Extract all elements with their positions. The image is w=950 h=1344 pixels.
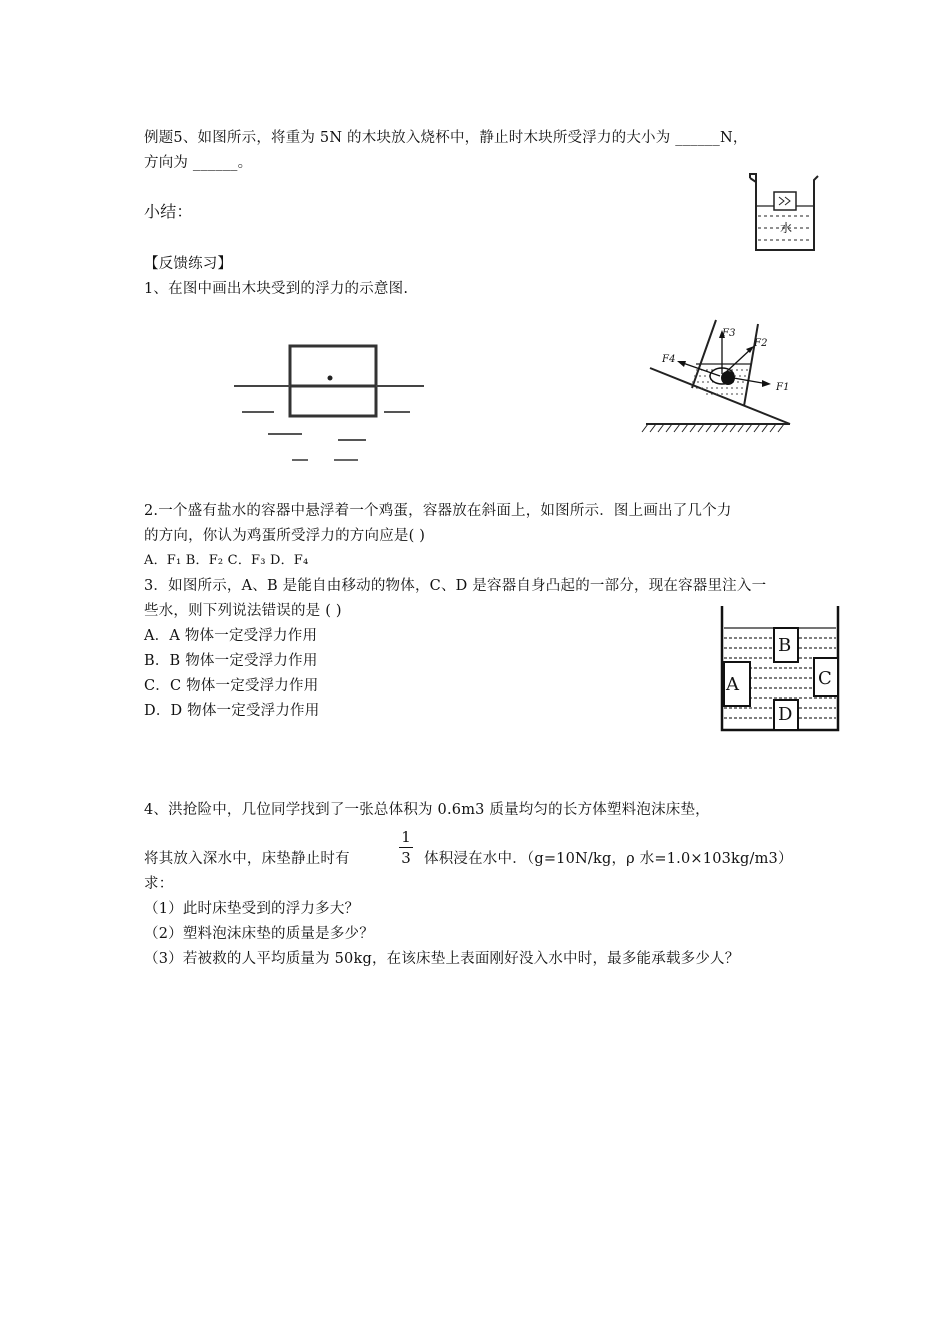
question2-options: A．F₁ B．F₂ C．F₃ D．F₄ [144,553,309,568]
question1-text: 1、在图中画出木块受到的浮力的示意图. [144,281,409,297]
question3-option-a: A．A 物体一定受浮力作用 [144,628,318,644]
beaker-figure [748,172,820,254]
incline-egg-figure [640,318,800,436]
container-label-b: B [778,635,792,656]
fraction-numerator: 1 [401,828,411,846]
fraction-denominator: 3 [401,849,411,867]
one-third-fraction [399,828,413,867]
summary-label: 小结： [144,202,193,221]
container-label-d: D [778,704,793,725]
question2-line2: 的方向，你认为鸡蛋所受浮力的方向应是( ) [144,528,426,544]
force-label-f1: F1 [776,382,790,393]
question4-line1: 4、洪抢险中，几位同学找到了一张总体积为 0.6m3 质量均匀的长方体塑料泡沫床垫， [144,802,710,818]
container-label-c: C [818,668,832,689]
question3-line1: 3．如图所示，A、B 是能自由移动的物体，C、D 是容器自身凸起的一部分，现在容器里注入一 [144,578,767,594]
question3-option-d: D．D 物体一定受浮力作用 [144,703,320,719]
wood-block-figure [234,340,434,465]
fraction-bar [399,847,413,848]
question3-option-c: C．C 物体一定受浮力作用 [144,678,319,694]
force-label-f4: F4 [662,354,676,365]
beaker-water-label: 水 [780,221,793,235]
question3-option-b: B．B 物体一定受浮力作用 [144,653,318,669]
force-label-f2: F2 [754,338,768,349]
question2-line1: 2.一个盛有盐水的容器中悬浮着一个鸡蛋，容器放在斜面上，如图所示．图上画出了几个力 [144,503,732,519]
force-label-f3: F3 [722,328,736,339]
container-label-a: A [726,674,740,695]
question4-sub3: （3）若被救的人平均质量为 50kg，在该床垫上表面刚好没入水中时，最多能承载多少人？ [144,951,740,967]
question4-line2-start: 将其放入深水中，床垫静止时有 [144,851,350,867]
example5-line1: 例题5、如图所示，将重为 5N 的木块放入烧杯中，静止时木块所受浮力的大小为 ______N， [144,130,748,146]
question4-line3: 求： [144,876,174,892]
question4-sub1: （1）此时床垫受到的浮力多大？ [144,901,360,917]
question3-line2: 些水，则下列说法错误的是 ( ) [144,603,342,619]
example5-line2: 方向为 ______。 [144,155,253,171]
question4-line2-end: 体积浸在水中．（g=10N/kg，ρ 水=1.0×103kg/m3） [424,851,793,867]
question4-sub2: （2）塑料泡沫床垫的质量是多少？ [144,926,374,942]
feedback-heading: 【反馈练习】 [144,256,233,272]
